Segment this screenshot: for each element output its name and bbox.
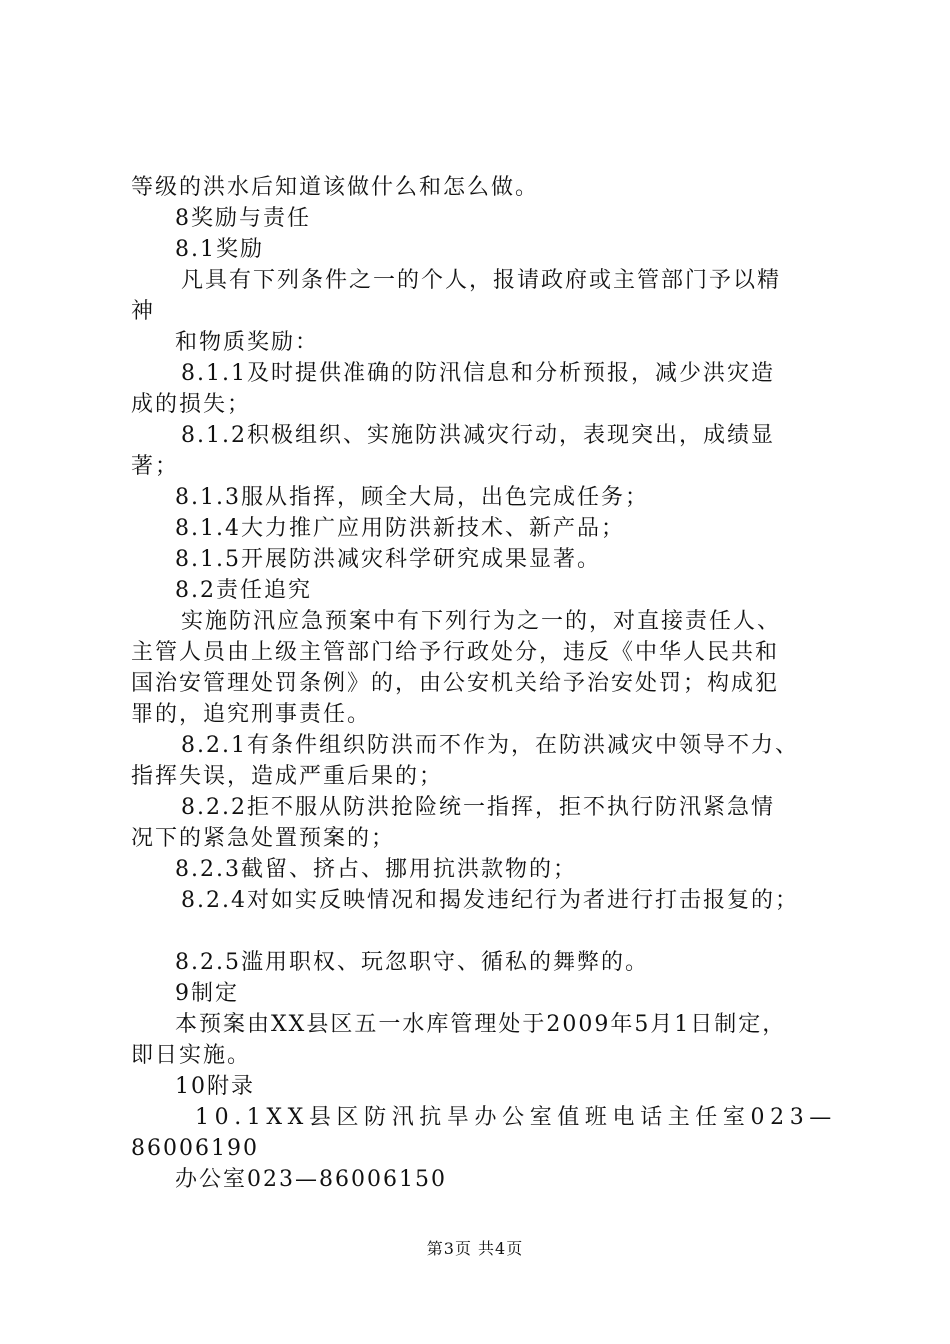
list-item: 8.2.1有条件组织防洪而不作为，在防洪减灾中领导不力、 [181, 733, 799, 758]
list-item: 8.1.5开展防洪减灾科学研究成果显著。 [175, 547, 601, 572]
section-heading: 10附录 [175, 1074, 255, 1099]
text-line: 86006190 [131, 1136, 259, 1161]
list-item: 8.2.5滥用职权、玩忽职守、循私的舞弊的。 [175, 950, 649, 975]
list-item: 8.1.2积极组织、实施防洪减灾行动，表现突出，成绩显 [181, 423, 775, 448]
text-line: 办公室023—86006150 [175, 1167, 447, 1192]
subsection-heading: 8.1奖励 [175, 237, 264, 262]
text-line: 著； [131, 454, 180, 479]
text-line: 指挥失误，造成严重后果的； [131, 764, 444, 789]
page-footer [0, 1236, 950, 1259]
subsection-heading: 8.2责任追究 [175, 578, 312, 603]
list-item: 8.1.1及时提供准确的防汛信息和分析预报，减少洪灾造 [181, 361, 775, 386]
text-line: 主管人员由上级主管部门给予行政处分，违反《中华人民共和 [131, 640, 780, 665]
page-number: 第3页 共4页 [426, 1239, 524, 1258]
list-item: 8.1.4大力推广应用防洪新技术、新产品； [175, 516, 625, 541]
list-item: 8.2.4对如实反映情况和揭发违纪行为者进行打击报复的； [181, 888, 799, 913]
text-line: 实施防汛应急预案中有下列行为之一的，对直接责任人、 [181, 609, 782, 634]
text-line: 即日实施。 [131, 1043, 252, 1068]
text-line: 成的损失； [131, 392, 252, 417]
text-line: 神 [131, 299, 156, 324]
blank-line [131, 916, 843, 947]
text-line: 和物质奖励： [175, 330, 320, 355]
section-heading: 9制定 [175, 981, 239, 1006]
text-line: 国治安管理处罚条例》的，由公安机关给予治安处罚；构成犯 [131, 671, 780, 696]
text-line: 等级的洪水后知道该做什么和怎么做。 [131, 175, 540, 200]
list-item: 8.2.2拒不服从防洪抢险统一指挥，拒不执行防汛紧急情 [181, 795, 775, 820]
section-heading: 8奖励与责任 [175, 206, 311, 231]
text-line: 罪的，追究刑事责任。 [131, 702, 372, 727]
text-line: 况下的紧急处置预案的； [131, 826, 396, 851]
document-body [131, 172, 843, 1195]
text-line: 凡具有下列条件之一的个人，报请政府或主管部门予以精 [181, 268, 782, 293]
text-line: 本预案由XX县区五一水库管理处于2009年5月1日制定， [175, 1012, 787, 1037]
list-item: 8.1.3服从指挥，顾全大局，出色完成任务； [175, 485, 649, 510]
list-item: 8.2.3截留、挤占、挪用抗洪款物的； [175, 857, 577, 882]
list-item: 10.1XX县区防汛抗旱办公室值班电话主任室023— [195, 1105, 837, 1130]
